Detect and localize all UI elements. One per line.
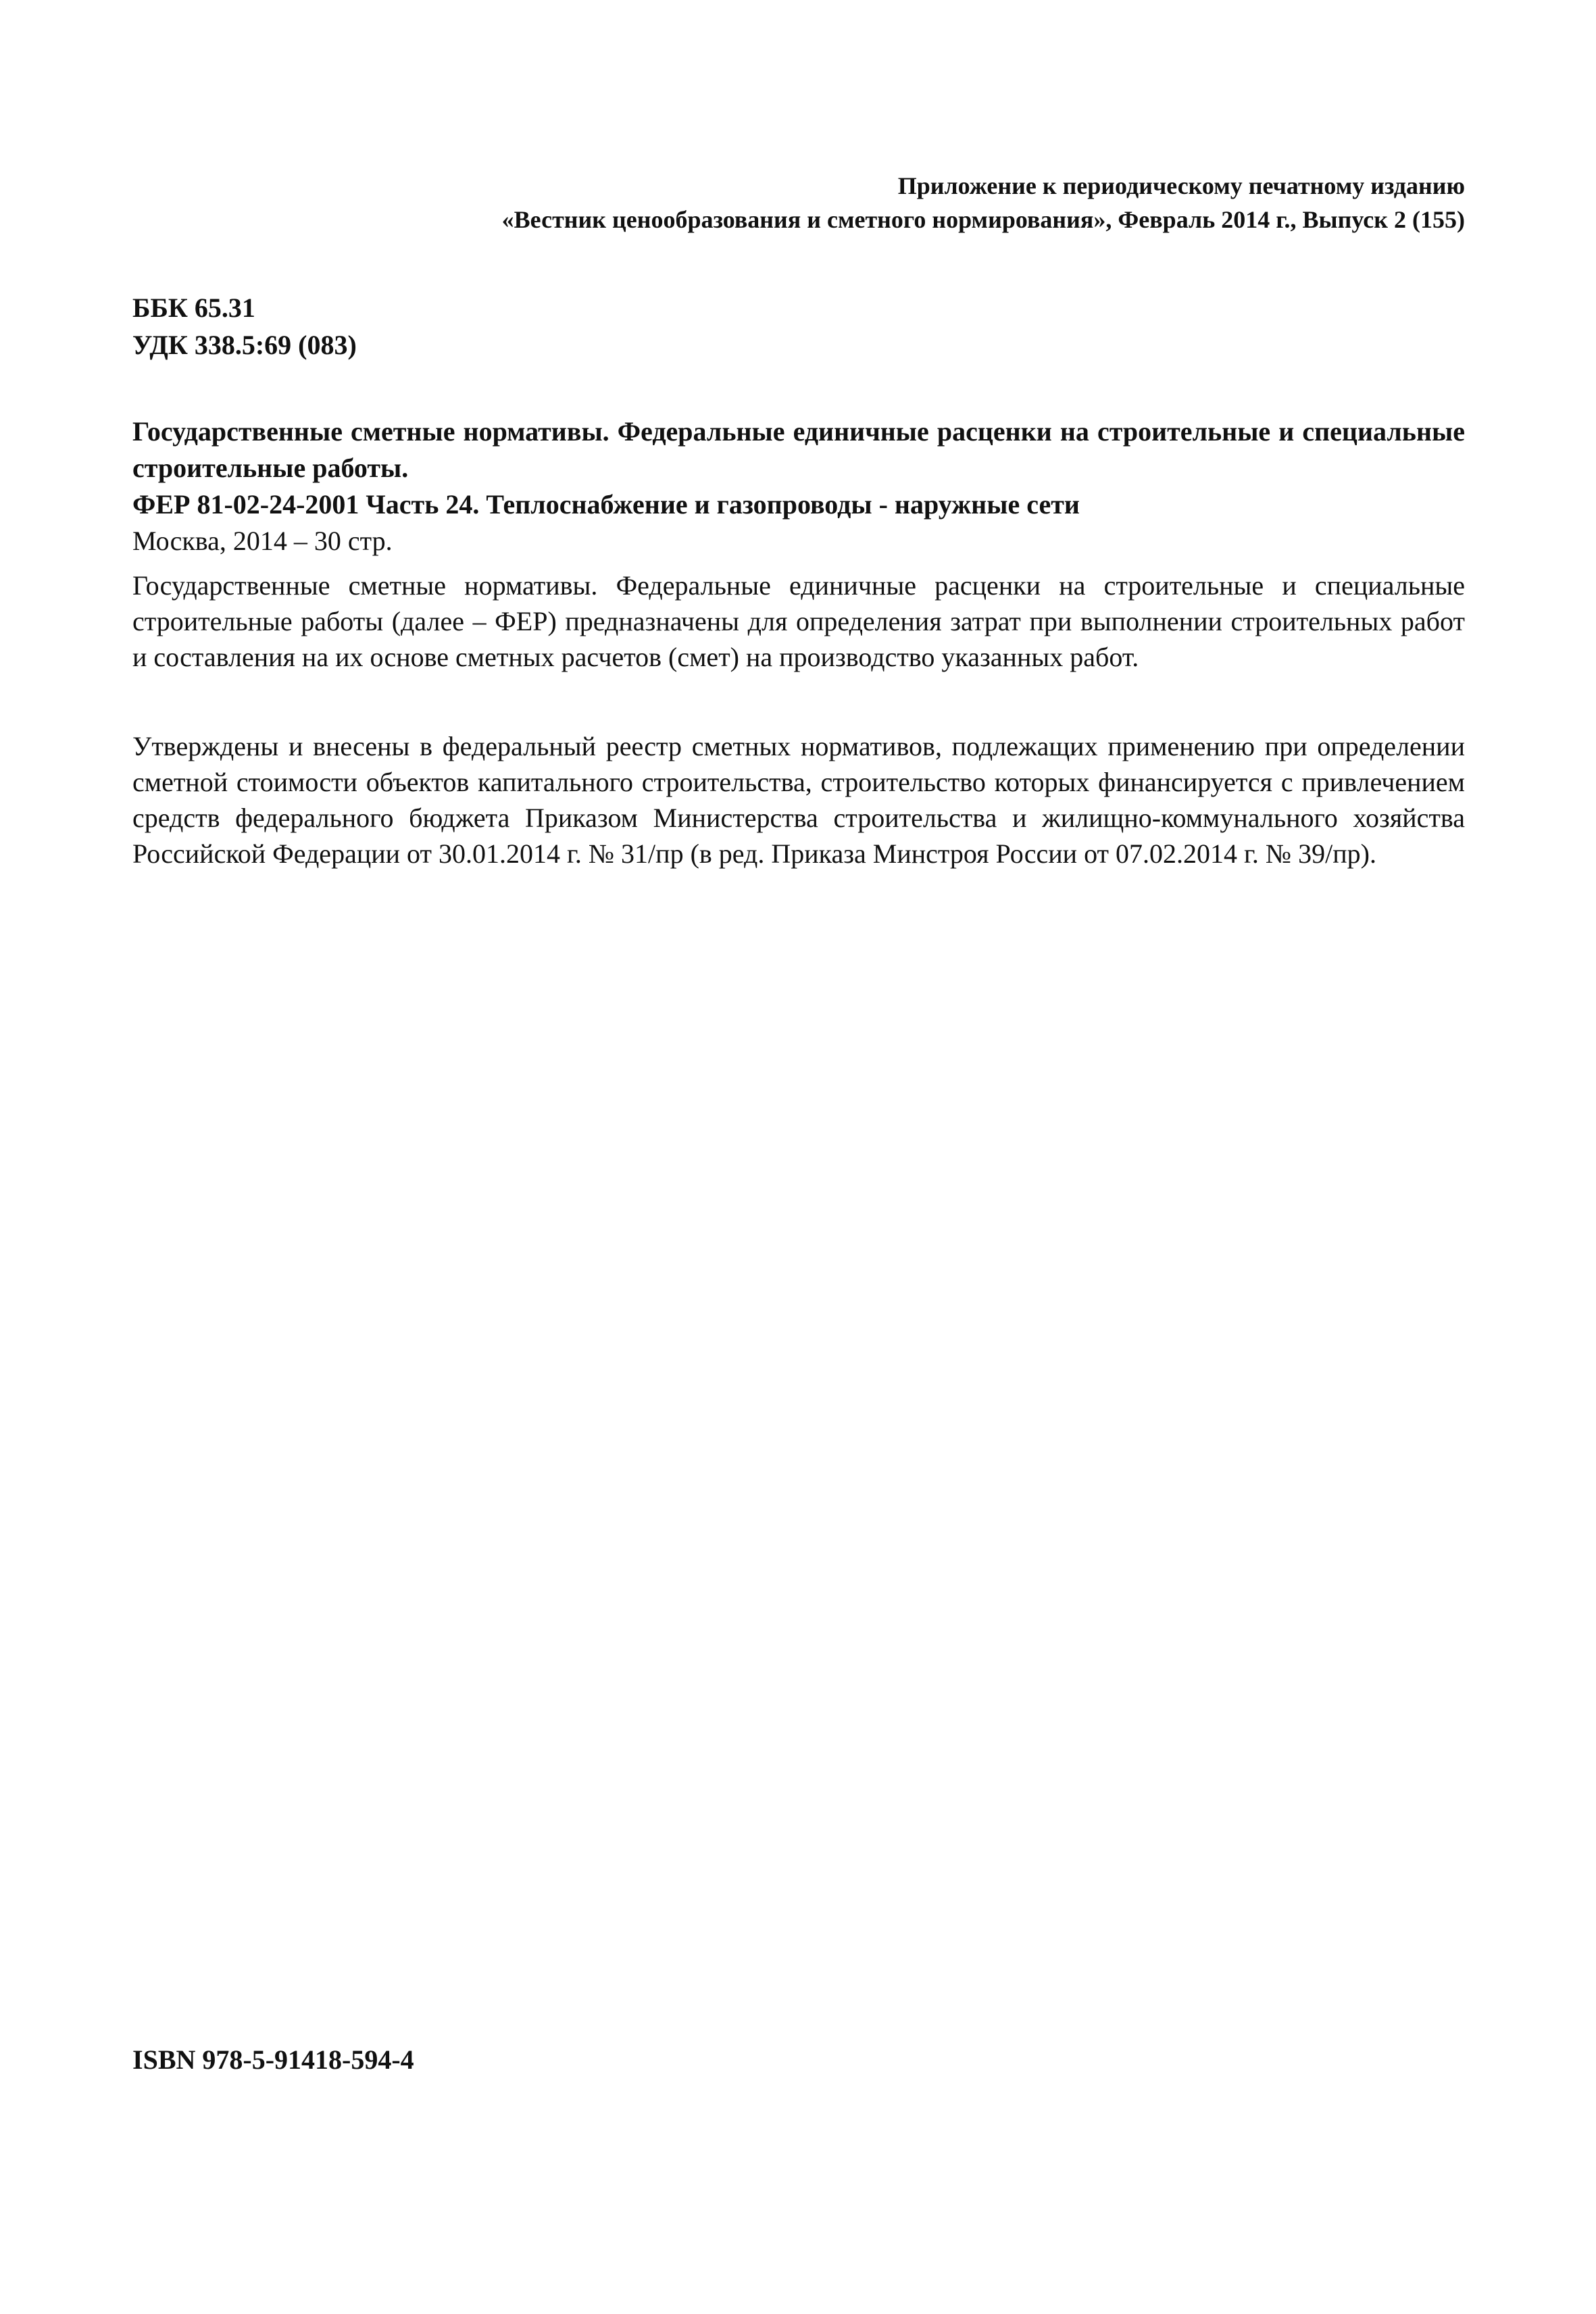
- header-line-1: Приложение к периодическому печатному изданию: [897, 172, 1465, 199]
- header-line-2: «Вестник ценообразования и сметного нормирования», Февраль 2014 г., Выпуск 2 (155): [501, 206, 1465, 233]
- isbn-number: ISBN 978-5-91418-594-4: [132, 2044, 414, 2075]
- udk-code: УДК 338.5:69 (083): [132, 330, 357, 360]
- document-code-title: ФЕР 81-02-24-2001 Часть 24. Теплоснабжение и газопроводы - наружные сети: [132, 489, 1080, 520]
- classification-codes: [132, 289, 357, 363]
- bbk-code: ББК 65.31: [132, 293, 255, 323]
- approval-paragraph: Утверждены и внесены в федеральный реестр сметных нормативов, подлежащих применению при определении сметной стоимости объектов капитального строительства, строительство которых финансируется с привлечением средств федерального бюджета Приказом Министерства строительства и жилищно-коммунального хозяйства Российской Федерации от 30.01.2014 г. № 31/пр (в ред. Приказа Минстроя России от 07.02.2014 г. № 39/пр).: [132, 731, 1465, 869]
- description-paragraph: Государственные сметные нормативы. Федеральные единичные расценки на строительные и специальные строительные работы (далее – ФЕР) предназначены для определения затрат при выполнении строительных работ и составления на их основе сметных расчетов (смет) на производство указанных работ.: [132, 570, 1465, 672]
- publication-header: [316, 169, 1465, 236]
- publication-city-pages: Москва, 2014 – 30 стр.: [132, 526, 393, 556]
- document-title-block: [132, 413, 1465, 559]
- document-title: Государственные сметные нормативы. Федеральные единичные расценки на строительные и специальные строительные работы.: [132, 416, 1465, 483]
